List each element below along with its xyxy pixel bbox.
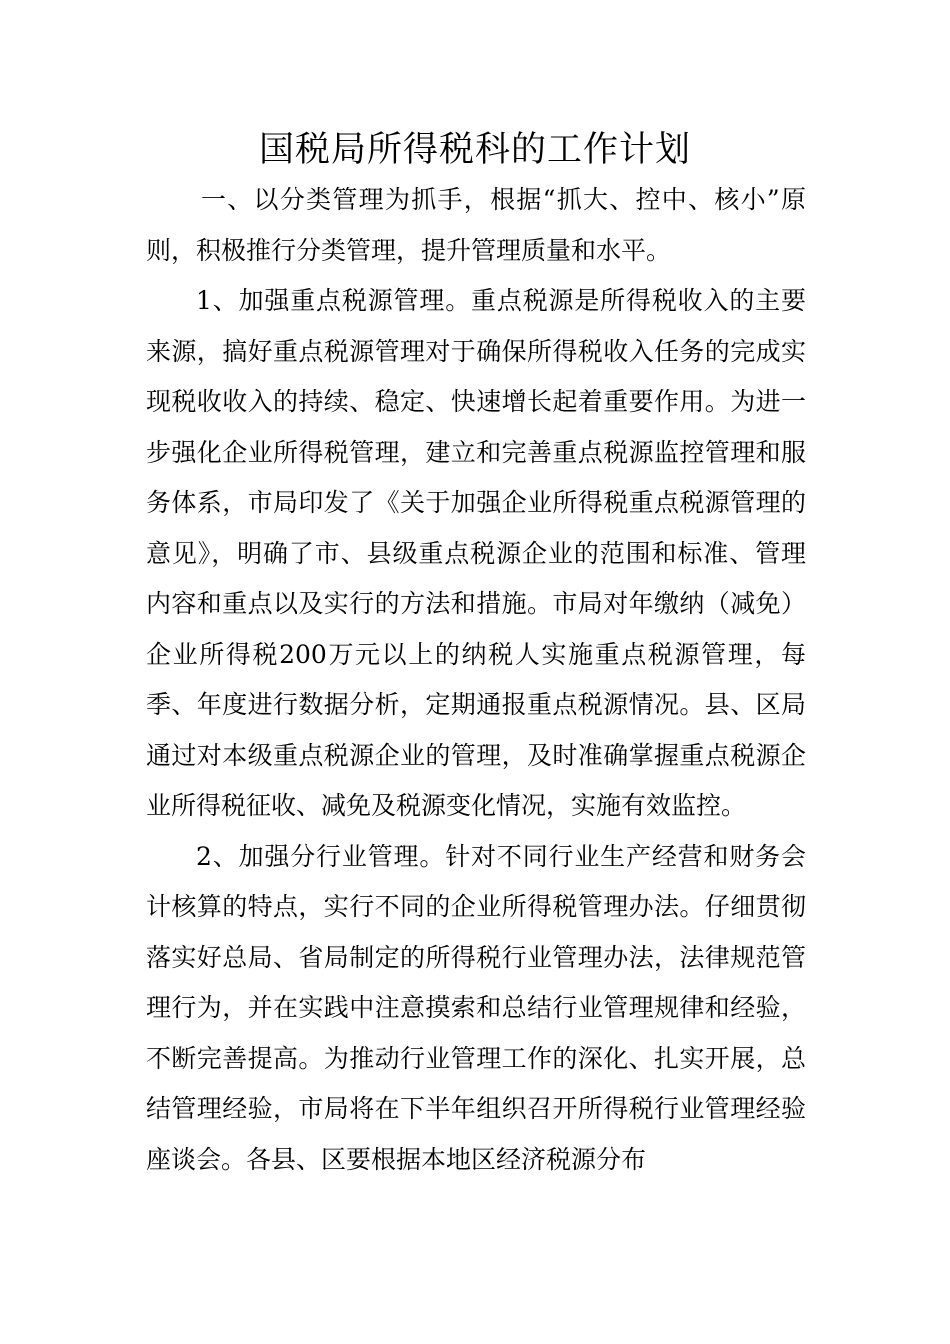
document-body [146,175,806,1185]
paragraph-1: 一、以分类管理为抓手，根据“抓大、控中、核小”原则，积极推行分类管理，提升管理质量和水平。 [146,185,806,265]
paragraph-2: 1、加强重点税源管理。重点税源是所得税收入的主要来源，搞好重点税源管理对于确保所得税收入任务的完成实现税收收入的持续、稳定、快速增长起着重要作用。为进一步强化企业所得税管理，建立和完善重点税源监控管理和服务体系，市局印发了《关于加强企业所得税重点税源管理的意见》，明确了市、县级重点税源企业的范围和标准、管理内容和重点以及实行的方法和措施。市局对年缴纳（减免）企业所得税200万元以上的纳税人实施重点税源管理，每季、年度进行数据分析，定期通报重点税源情况。县、区局通过对本级重点税源企业的管理，及时准确掌握重点税源企业所得税征收、减免及税源变化情况，实施有效监控。 [146,286,806,820]
paragraph-3: 2、加强分行业管理。针对不同行业生产经营和财务会计核算的特点，实行不同的企业所得税管理办法。仔细贯彻落实好总局、省局制定的所得税行业管理办法，法律规范管理行为，并在实践中注意摸索和总结行业管理规律和经验，不断完善提高。为推动行业管理工作的深化、扎实开展，总结管理经验，市局将在下半年组织召开所得税行业管理经验座谈会。各县、区要根据本地区经济税源分布 [146,841,806,1174]
document-title: 国税局所得税科的工作计划 [258,130,691,170]
